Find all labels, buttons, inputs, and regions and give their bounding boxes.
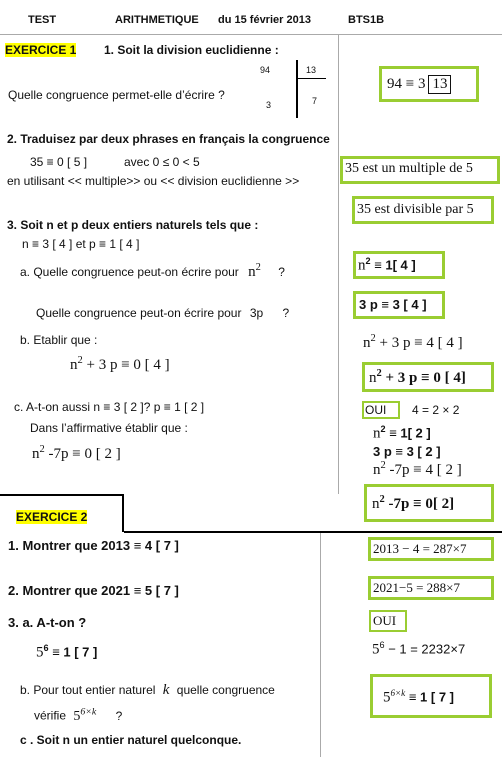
- q1-answer-left: 94 ≡ 3: [387, 76, 426, 92]
- ex2-q1-answer: 2013 − 4 = 287×7: [373, 541, 467, 556]
- q3c-step3-rest: -7p ≡ 4 [ 2 ]: [389, 462, 462, 478]
- q3a2-text: Quelle congruence peut-on écrire pour: [36, 306, 242, 320]
- q3a-answer-base: n: [358, 257, 366, 274]
- ex1-q2: 2. Traduisez par deux phrases en français la congruence: [7, 132, 330, 146]
- q3a-expr: [248, 264, 261, 280]
- q3a-answer-rest: ≡ 1[ 4 ]: [374, 257, 416, 273]
- ex2-q3-expr-base: 5: [36, 644, 44, 661]
- q3a2-expr: 3p: [249, 306, 264, 320]
- q3b-expr: [70, 355, 170, 374]
- q3b-answer-exp: 2: [376, 368, 382, 379]
- q2-answer2: 35 est divisible par 5: [357, 202, 474, 217]
- ex1-title: EXERCICE 1: [5, 43, 77, 57]
- division-dividend: 94: [260, 65, 271, 75]
- column-divider-1: [338, 34, 339, 494]
- ex2-q3b-answer-exp: 6×k: [390, 688, 406, 698]
- ex2-q3b-verifie: vérifie: [34, 708, 67, 723]
- ex2-q3b-line2: [34, 706, 122, 725]
- q1-answer: [387, 75, 451, 94]
- q1-answer-mod: 13: [428, 75, 451, 94]
- q3a-expr-exp: 2: [255, 262, 261, 273]
- division-horizontal-line: [296, 78, 326, 79]
- q3b-step-base: n: [363, 335, 371, 351]
- q3c-step2: 3 p ≡ 3 [ 2 ]: [373, 444, 441, 459]
- ex2-q1: 1. Montrer que 2013 ≡ 4 [ 7 ]: [8, 538, 179, 553]
- division-quotient: 7: [312, 96, 318, 106]
- q3-given: n ≡ 3 [ 4 ] et p ≡ 1 [ 4 ]: [22, 237, 140, 251]
- ex2-q3-expr-exp: 6: [43, 643, 49, 653]
- ex2-q3c: c . Soit n un entier naturel quelconque.: [20, 733, 242, 747]
- header-test: TEST: [28, 14, 57, 26]
- ex2-q3b-expr-exp: 6×k: [80, 706, 97, 717]
- ex1-q1-question: Quelle congruence permet-elle d’écrire ?: [8, 88, 225, 102]
- ex2-separator: [124, 531, 502, 533]
- q3b-step-exp: 2: [370, 333, 376, 344]
- division-divisor: 13: [306, 65, 317, 75]
- q3c-step1-base: n: [373, 425, 381, 442]
- q3a2-answer: 3 p ≡ 3 [ 4 ]: [359, 297, 427, 312]
- q3c-oui: OUI: [365, 403, 387, 417]
- header-subject: ARITHMETIQUE: [115, 14, 199, 26]
- q3b-expr-base: n: [70, 357, 78, 373]
- ex2-q2: 2. Montrer que 2021 ≡ 5 [ 7 ]: [8, 583, 179, 598]
- ex2-q3b: [20, 682, 275, 699]
- q3c: c. A-t-on aussi n ≡ 3 [ 2 ]? p ≡ 1 [ 2 ]: [14, 400, 205, 414]
- q3c-step3: [373, 460, 462, 479]
- ex2-q3b-end: quelle congruence: [176, 683, 275, 697]
- ex2-q3-expr: [36, 643, 97, 661]
- q3c-line2: Dans l’affirmative établir que :: [30, 421, 188, 435]
- ex2-q3-expr-rest: ≡ 1 [ 7 ]: [52, 644, 98, 660]
- q3a-answer: [358, 256, 416, 274]
- ex2-q3b-text: b. Pour tout entier naturel: [20, 683, 156, 697]
- q3b-step-rest: + 3 p ≡ 4 [ 4 ]: [379, 335, 463, 351]
- ex1-q3: 3. Soit n et p deux entiers naturels tels que :: [7, 218, 259, 232]
- ex2-q3-answer-rest: − 1 = 2232×7: [388, 641, 466, 657]
- q3a2: [36, 306, 289, 320]
- q2-line3: en utilisant << multiple>> ou << division euclidienne >>: [7, 174, 300, 188]
- q3c-answer-rest: -7p ≡ 0[ 2]: [388, 496, 455, 512]
- header-class: BTS1B: [348, 14, 385, 26]
- ex1-q1: 1. Soit la division euclidienne :: [104, 43, 279, 57]
- ex2-box-top: [0, 494, 124, 496]
- ex2-q3-answer-exp: 6: [379, 640, 385, 650]
- q3a-text: a. Quelle congruence peut-on écrire pour: [20, 265, 239, 279]
- q3c-note: 4 = 2 × 2: [412, 403, 460, 417]
- division-vertical-line: [296, 60, 298, 118]
- ex2-q3b-answer-base: 5: [383, 689, 391, 706]
- q3b-answer: [369, 368, 466, 387]
- top-rule: [0, 34, 502, 35]
- q3b-answer-rest: + 3 p ≡ 0 [ 4]: [385, 370, 466, 386]
- q3a: [20, 262, 285, 281]
- q3c-step1-exp: 2: [380, 424, 386, 434]
- q3c-step1: [373, 424, 431, 442]
- ex2-q3-oui: OUI: [373, 613, 397, 628]
- ex2-q2-answer: 2021−5 = 288×7: [373, 580, 460, 595]
- ex2-q3b-answer-rest: ≡ 1 [ 7 ]: [408, 689, 455, 705]
- ex2-q3b-q: ?: [115, 708, 123, 723]
- q3a-end: ?: [278, 265, 285, 279]
- q2-condition: avec 0 ≤ 0 < 5: [124, 155, 200, 169]
- q3c-expr-base: n: [32, 446, 40, 462]
- q3c-step3-exp: 2: [380, 460, 386, 471]
- header-date: du 15 février 2013: [218, 14, 311, 26]
- ex2-q3b-expr-base: 5: [73, 708, 81, 724]
- q3b-expr-rest: + 3 p ≡ 0 [ 4 ]: [86, 357, 170, 373]
- q3b-expr-exp: 2: [77, 355, 83, 366]
- ex2-box-right: [122, 494, 124, 532]
- division-remainder: 3: [266, 100, 272, 110]
- q2-answer1: 35 est un multiple de 5: [345, 161, 473, 176]
- q2-congruence: 35 ≡ 0 [ 5 ]: [30, 155, 88, 169]
- ex2-title: EXERCICE 2: [16, 510, 88, 524]
- q3c-step1-rest: ≡ 1[ 2 ]: [389, 425, 431, 441]
- q3c-answer: [372, 494, 454, 513]
- q3a2-end: ?: [282, 306, 290, 320]
- q3c-expr-rest: -7p ≡ 0 [ 2 ]: [48, 446, 121, 462]
- ex2-q3-answer: [372, 640, 465, 658]
- ex2-q3b-expr: [73, 706, 97, 724]
- ex2-q3-answer-base: 5: [372, 641, 380, 658]
- q3b-answer-base: n: [369, 370, 377, 386]
- q3c-step3-base: n: [373, 462, 381, 478]
- q3a-expr-base: n: [248, 264, 256, 280]
- q3c-answer-exp: 2: [379, 494, 385, 505]
- q3b: b. Etablir que :: [20, 333, 98, 347]
- q3c-answer-base: n: [372, 496, 380, 512]
- ex2-q3b-k: k: [162, 682, 170, 698]
- column-divider-2: [320, 532, 321, 757]
- q3b-step: [363, 333, 463, 352]
- ex2-q3b-answer: [383, 688, 454, 706]
- ex2-q3: 3. a. A-t-on ?: [8, 615, 87, 630]
- q3c-expr: [32, 444, 121, 463]
- q3c-expr-exp: 2: [39, 444, 45, 455]
- q3a-answer-exp: 2: [365, 256, 371, 266]
